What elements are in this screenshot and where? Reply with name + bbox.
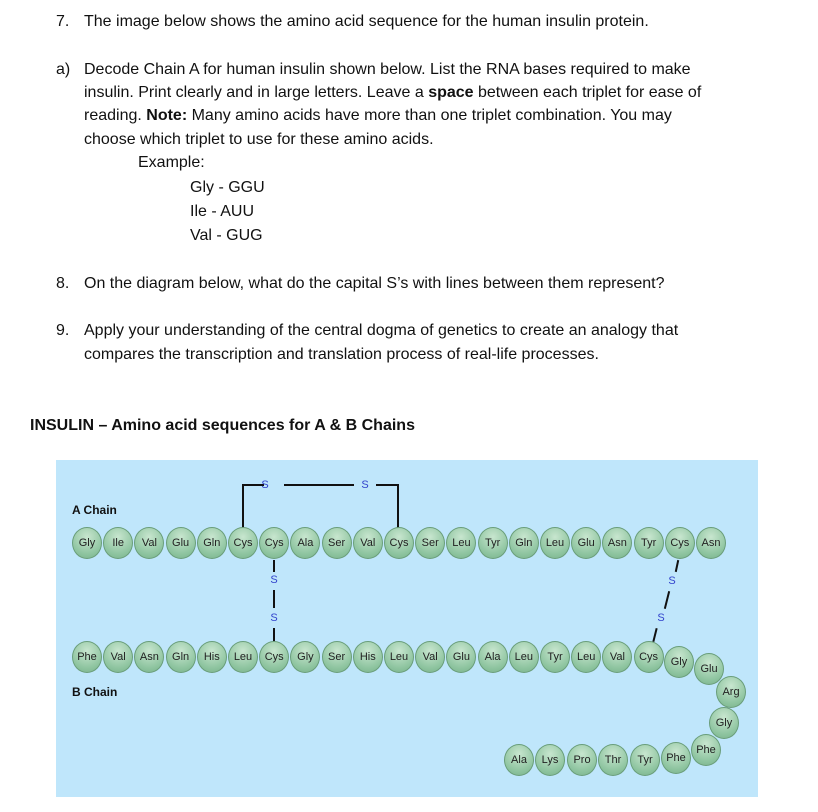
qa-line2 (84, 84, 701, 102)
b-chain-amino-acid: Gly (664, 646, 694, 678)
a-chain-amino-acid: Glu (166, 527, 196, 559)
q8-number: 8. (56, 275, 70, 292)
b-chain-amino-acid: Ala (504, 744, 534, 776)
disulfide-bond-line (664, 591, 670, 609)
a-chain-amino-acid: Asn (696, 527, 726, 559)
b-chain-amino-acid: Arg (716, 676, 746, 708)
b-chain-amino-acid: Val (602, 641, 632, 673)
bond-line (675, 560, 679, 572)
b-chain-label: B Chain (72, 685, 118, 699)
a-chain-amino-acid: Cys (259, 527, 289, 559)
a-chain-amino-acid: Val (353, 527, 383, 559)
a-chain-amino-acid: Tyr (478, 527, 508, 559)
a-chain-amino-acid: Gln (197, 527, 227, 559)
b-chain-amino-acid: Gln (166, 641, 196, 673)
sulfur-label: S (668, 575, 676, 587)
qa-line3-start: reading. (84, 107, 147, 124)
b-chain-amino-acid: Thr (598, 744, 628, 776)
disulfide-bond-line (273, 590, 275, 608)
bond-line (273, 560, 275, 572)
b-chain-amino-acid: Tyr (630, 744, 660, 776)
b-chain-amino-acid: Pro (567, 744, 597, 776)
insulin-diagram (56, 460, 758, 797)
a-chain-amino-acid: Leu (540, 527, 570, 559)
q8-text: On the diagram below, what do the capital S’s with lines between them represent? (84, 275, 665, 292)
a-chain-amino-acid: Gln (509, 527, 539, 559)
a-chain-amino-acid: Gly (72, 527, 102, 559)
q7-text: The image below shows the amino acid sequence for the human insulin protein. (84, 13, 649, 30)
bond-line (652, 628, 657, 642)
b-chain-amino-acid: Asn (134, 641, 164, 673)
a-chain-amino-acid: Ser (322, 527, 352, 559)
b-chain-amino-acid: Gly (290, 641, 320, 673)
qa-line3-end: Many amino acids have more than one triplet combination. You may (187, 107, 672, 124)
b-chain-amino-acid: Glu (694, 653, 724, 685)
sulfur-label: S (270, 612, 278, 624)
b-chain-amino-acid: Val (103, 641, 133, 673)
b-chain-amino-acid: Phe (72, 641, 102, 673)
qa-number: a) (56, 61, 71, 78)
b-chain-amino-acid: His (197, 641, 227, 673)
qa-line4: choose which triplet to use for these amino acids. (84, 131, 434, 148)
a-chain-amino-acid: Tyr (634, 527, 664, 559)
qa-line2-end: between each triplet for ease of (473, 84, 702, 101)
bond-line (273, 628, 275, 642)
a-chain-amino-acid: Ser (415, 527, 445, 559)
insulin-heading: INSULIN – Amino acid sequences for A & B Chains (30, 417, 415, 434)
bond-line (376, 484, 398, 486)
sulfur-label: S (657, 612, 665, 624)
b-chain-amino-acid: Ala (478, 641, 508, 673)
b-chain-amino-acid: Leu (228, 641, 258, 673)
b-chain-amino-acid: Phe (661, 742, 691, 774)
q9-line2: compares the transcription and translation process of real-life processes. (84, 346, 599, 363)
a-chain-amino-acid: Cys (384, 527, 414, 559)
a-chain-amino-acid: Ile (103, 527, 133, 559)
qa-line1: Decode Chain A for human insulin shown below. List the RNA bases required to make (84, 61, 691, 78)
b-chain-amino-acid: Leu (571, 641, 601, 673)
b-chain-amino-acid: Leu (509, 641, 539, 673)
qa-line2-text: insulin. Print clearly and in large letters. Leave a (84, 84, 429, 101)
q9-line1: Apply your understanding of the central dogma of genetics to create an analogy that (84, 322, 679, 339)
a-chain-amino-acid: Cys (665, 527, 695, 559)
a-chain-amino-acid: Asn (602, 527, 632, 559)
b-chain-amino-acid: Cys (634, 641, 664, 673)
b-chain-amino-acid: Val (415, 641, 445, 673)
qa-bold-note: Note: (146, 107, 188, 124)
sulfur-label: S (361, 479, 369, 491)
b-chain-amino-acid: Phe (691, 734, 721, 766)
qa-line3 (84, 107, 672, 125)
example-label: Example: (138, 154, 205, 171)
q7-number: 7. (56, 13, 70, 30)
example-ile: Ile - AUU (190, 203, 255, 220)
example-val: Val - GUG (190, 227, 263, 244)
disulfide-bond-line (284, 484, 354, 486)
b-chain-amino-acid: Cys (259, 641, 289, 673)
b-chain-amino-acid: His (353, 641, 383, 673)
b-chain-amino-acid: Glu (446, 641, 476, 673)
a-chain-amino-acid: Leu (446, 527, 476, 559)
q9-number: 9. (56, 322, 70, 339)
sulfur-label: S (270, 574, 278, 586)
b-chain-amino-acid: Ser (322, 641, 352, 673)
sulfur-label: S (261, 479, 269, 491)
b-chain-amino-acid: Gly (709, 707, 739, 739)
a-chain-amino-acid: Val (134, 527, 164, 559)
a-chain-label: A Chain (72, 503, 117, 517)
example-gly: Gly - GGU (190, 179, 265, 196)
a-chain-amino-acid: Ala (290, 527, 320, 559)
qa-bold-space: space (428, 84, 474, 101)
b-chain-amino-acid: Lys (535, 744, 565, 776)
a-chain-amino-acid: Glu (571, 527, 601, 559)
a-chain-amino-acid: Cys (228, 527, 258, 559)
b-chain-amino-acid: Tyr (540, 641, 570, 673)
b-chain-amino-acid: Leu (384, 641, 414, 673)
